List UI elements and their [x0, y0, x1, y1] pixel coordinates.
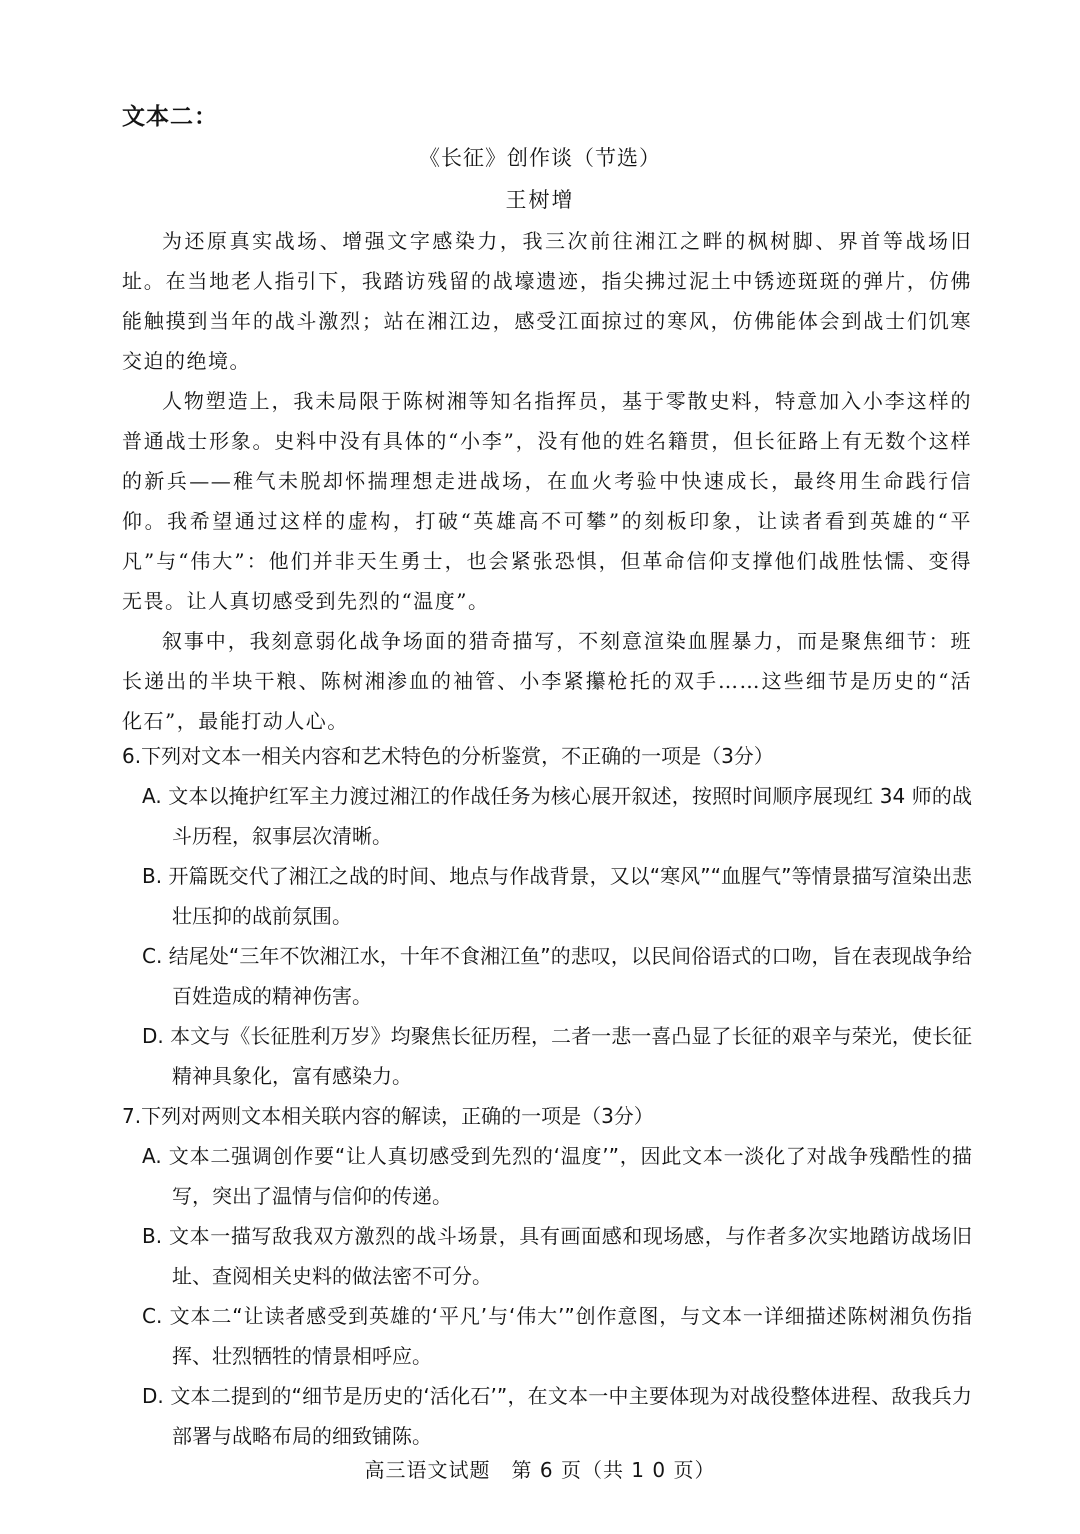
- option-a: A. 文本以掩护红军主力渡过湘江的作战任务为核心展开叙述，按照时间顺序展现红 34 师的战斗历程，叙事层次清晰。: [142, 784, 972, 848]
- option-b: B. 文本一描写敌我双方激烈的战斗场景，具有画面感和现场感，与作者多次实地踏访战场旧址、查阅相关史料的做法密不可分。: [142, 1224, 972, 1288]
- question-7: [122, 1096, 972, 1456]
- option-d: D. 文本二提到的“细节是历史的‘活化石’”，在文本一中主要体现为对战役整体进程、敌我兵力部署与战略布局的细致铺陈。: [142, 1384, 972, 1448]
- article-author: 王树增: [505, 188, 575, 212]
- page-footer: 高三语文试题 第 6 页（共 1 0 页）: [364, 1458, 716, 1482]
- article-paragraph: 为还原真实战场、增强文字感染力，我三次前往湘江之畔的枫树脚、界首等战场旧址。在当地老人指引下，我踏访残留的战壕遗迹，指尖拂过泥土中锈迹斑斑的弹片，仿佛能触摸到当年的战斗激烈；站在湘江边，感受江面掠过的寒风，仿佛能体会到战士们饥寒交迫的绝境。: [122, 229, 972, 373]
- article-title: 《长征》创作谈（节选）: [419, 146, 661, 170]
- option-d: D. 本文与《长征胜利万岁》均聚焦长征历程，二者一悲一喜凸显了长征的艰辛与荣光，使长征精神具象化，富有感染力。: [142, 1024, 972, 1088]
- question-stem: 6.下列对文本一相关内容和艺术特色的分析鉴赏，不正确的一项是（3分）: [122, 744, 774, 768]
- option-b: B. 开篇既交代了湘江之战的时间、地点与作战背景，又以“寒风”“血腥气”等情景描写渲染出悲壮压抑的战前氛围。: [142, 864, 972, 928]
- article-paragraph: 人物塑造上，我未局限于陈树湘等知名指挥员，基于零散史料，特意加入小李这样的普通战士形象。史料中没有具体的“小李”，没有他的姓名籍贯，但长征路上有无数个这样的新兵——稚气未脱却怀揣理想走进战场，在血火考验中快速成长，最终用生命践行信仰。我希望通过这样的虚构，打破“英雄高不可攀”的刻板印象，让读者看到英雄的“平凡”与“伟大”：他们并非天生勇士，也会紧张恐惧，但革命信仰支撑他们战胜怯懦、变得无畏。让人真切感受到先烈的“温度”。: [122, 389, 972, 613]
- option-c: C. 结尾处“三年不饮湘江水，十年不食湘江鱼”的悲叹，以民间俗语式的口吻，旨在表现战争给百姓造成的精神伤害。: [142, 944, 972, 1008]
- option-c: C. 文本二“让读者感受到英雄的‘平凡’与‘伟大’”创作意图，与文本一详细描述陈树湘负伤指挥、壮烈牺牲的情景相呼应。: [142, 1304, 972, 1368]
- section-label: 文本二：: [122, 104, 218, 130]
- option-a: A. 文本二强调创作要“让人真切感受到先烈的‘温度’”，因此文本一淡化了对战争残酷性的描写，突出了温情与信仰的传递。: [142, 1144, 972, 1208]
- question-6: [122, 736, 972, 1096]
- article-paragraph: 叙事中，我刻意弱化战争场面的猎奇描写，不刻意渲染血腥暴力，而是聚焦细节：班长递出的半块干粮、陈树湘渗血的袖管、小李紧攥枪托的双手……这些细节是历史的“活化石”，最能打动人心。: [122, 629, 972, 733]
- article-body: [122, 221, 972, 741]
- questions-section: [122, 736, 972, 1456]
- question-stem: 7.下列对两则文本相关联内容的解读，正确的一项是（3分）: [122, 1104, 654, 1128]
